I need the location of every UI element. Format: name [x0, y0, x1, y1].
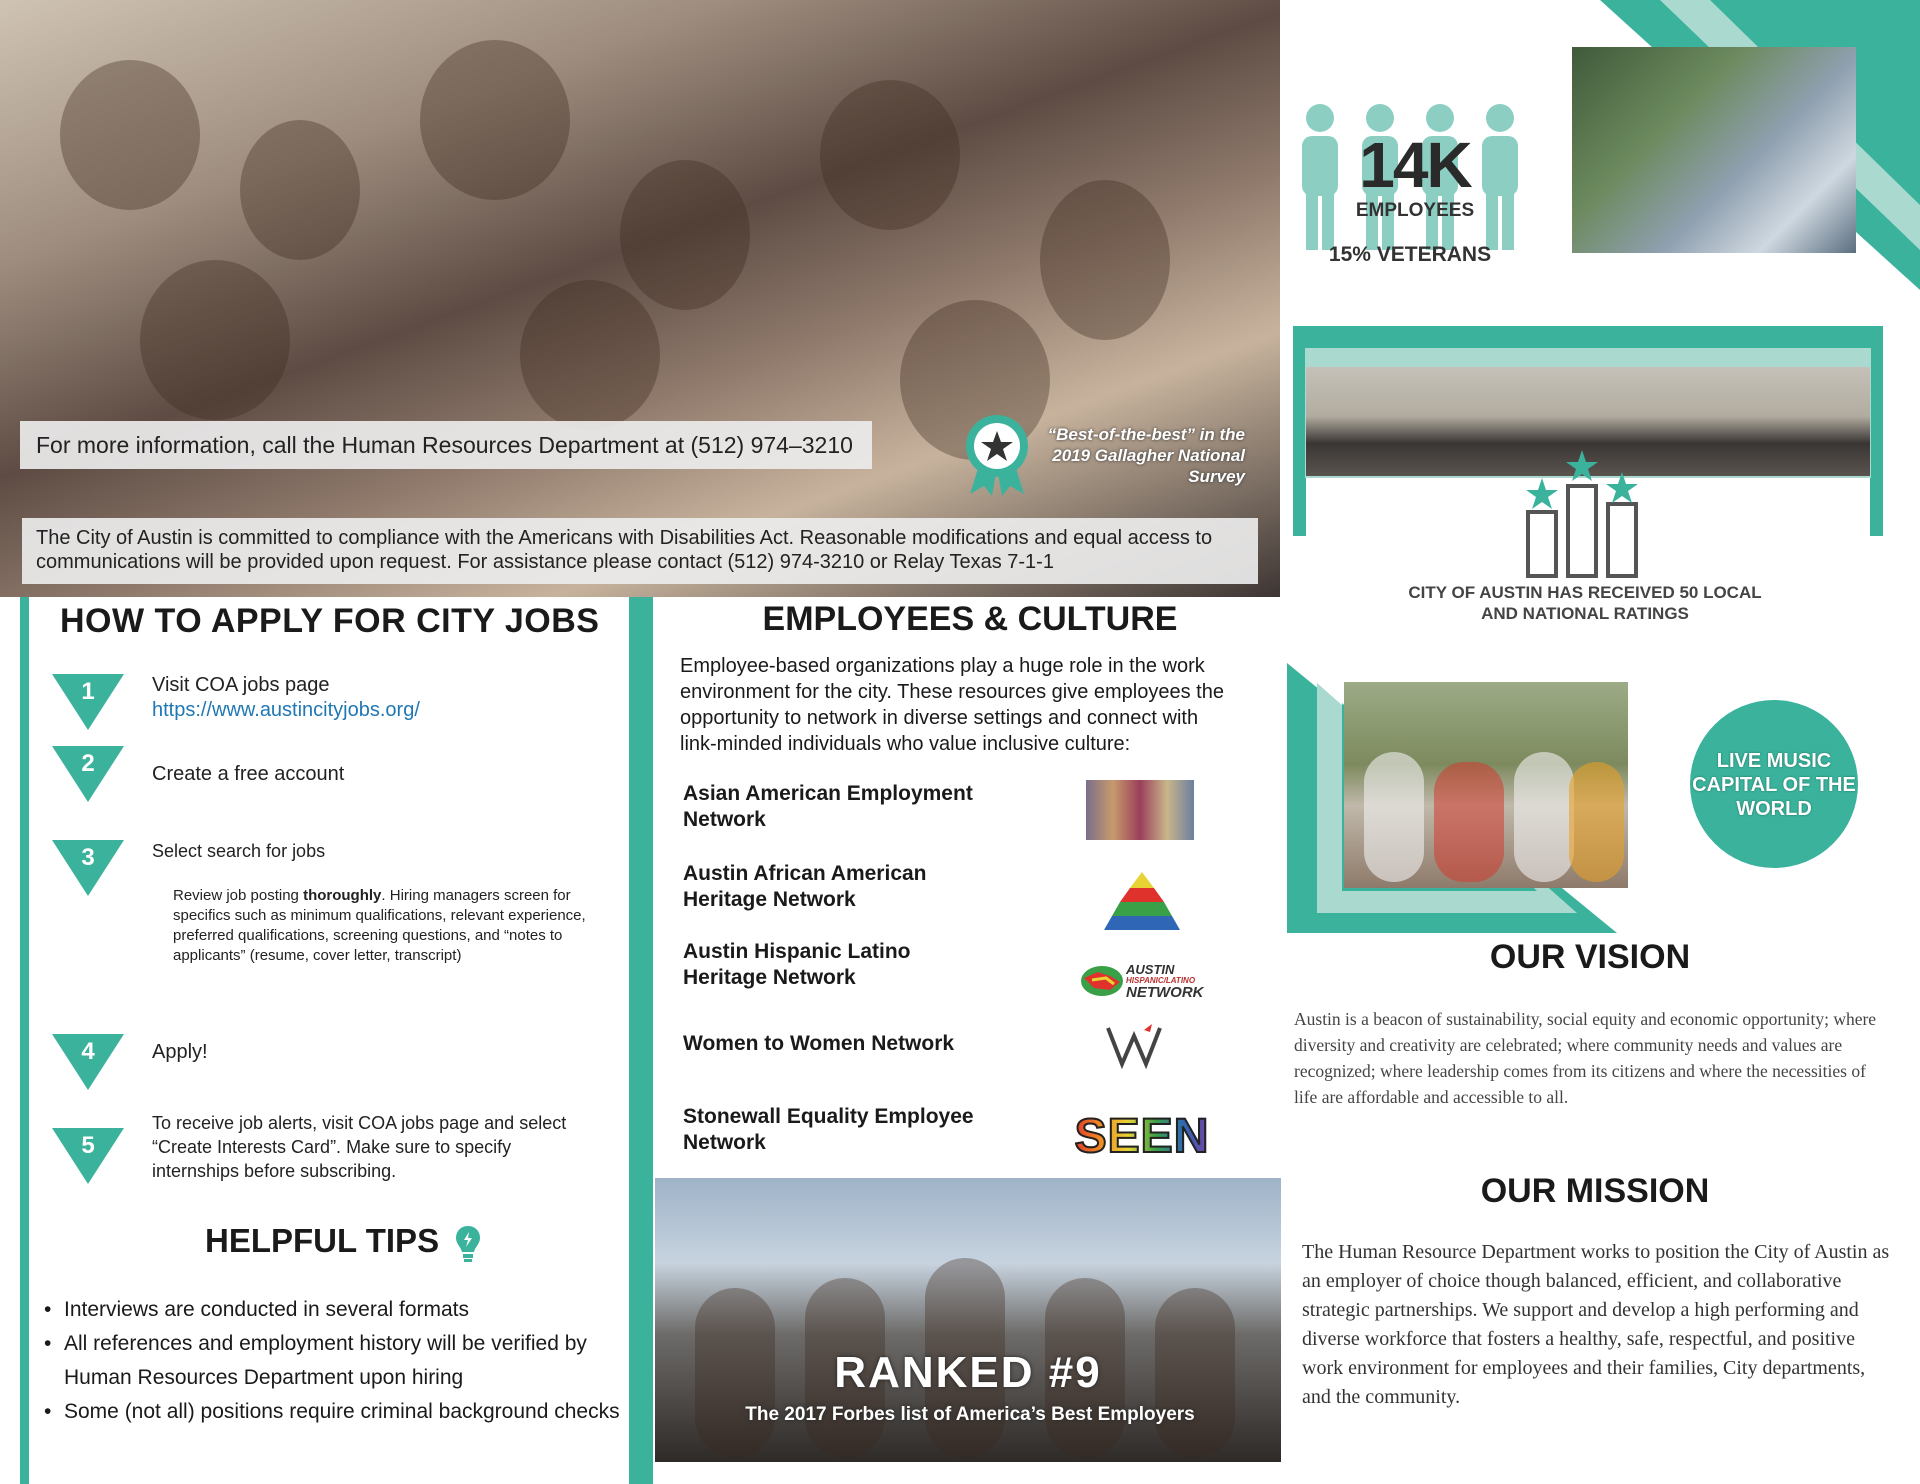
left-column-border [20, 597, 29, 1484]
ranked-subtitle: The 2017 Forbes list of America’s Best Employers [745, 1404, 1195, 1425]
employee-label: EMPLOYEES [1355, 200, 1475, 221]
veterans-stat: 15% VETERANS [1328, 243, 1492, 266]
seen-logo: SEEN [1072, 1112, 1212, 1162]
step-1-text: Visit COA jobs page https://www.austincityjobs.org/ [152, 673, 602, 723]
helpful-tips-title: HELPFUL TIPS [205, 1222, 440, 1259]
vision-text: Austin is a beacon of sustainability, social equity and economic opportunity; where diversity and creativity are celebrated; where community needs and values are recognized; where leadership comes from its citizens and where the necessities of life are affordable and accessible to all. [1294, 1009, 1877, 1107]
event-photo [1572, 47, 1856, 253]
mission-title: OUR MISSION [1480, 1172, 1710, 1210]
women-network-logo [1104, 1022, 1164, 1074]
step-2-text: Create a free account [152, 763, 345, 785]
asian-american-network-photo [1086, 780, 1194, 840]
step-2-marker: 2 [52, 746, 124, 802]
employee-count: 14K [1359, 129, 1471, 201]
dancers-photo [1344, 682, 1628, 888]
gallagher-badge-text: “Best-of-the-best” in the 2019 Gallagher National Survey [1047, 425, 1245, 486]
step-3-detail: Review job posting thoroughly. Hiring managers screen for specifics such as minimum qualifications, relevant experience, preferred qualifications, screening questions, and “notes to applicants” (resume, cover letter, transcript) [173, 887, 586, 964]
left-column-divider [629, 597, 653, 1484]
network-stonewall-equality: Stonewall Equality Employee Network [683, 1105, 974, 1154]
network-asian-american: Asian American Employment Network [683, 782, 973, 831]
tip-item: • Some (not all) positions require criminal background checks [44, 1395, 624, 1429]
ranked-title: RANKED #9 [834, 1348, 1102, 1397]
network-african-american: Austin African American Heritage Network [683, 862, 927, 911]
lightbulb-icon [454, 1224, 482, 1264]
helpful-tips-list [44, 1293, 624, 1429]
tip-item: • All references and employment history will be verified by Human Resources Department upon hiring [44, 1327, 624, 1395]
step-4-marker: 4 [52, 1034, 124, 1090]
step-5-text: To receive job alerts, visit COA jobs page and select “Create Interests Card”. Make sure to specify internships before subscribing. [152, 1113, 567, 1181]
culture-section-title: EMPLOYEES & CULTURE [762, 600, 1178, 638]
ratings-bars-icon [1522, 442, 1642, 578]
step-4-text: Apply! [152, 1041, 208, 1063]
step-3-text: Select search for jobs [152, 841, 326, 861]
award-ribbon-icon [960, 412, 1034, 496]
ada-notice: The City of Austin is committed to compliance with the Americans with Disabilities Act. Reasonable modifications and equal access to communications will be provided upon request. For assistance please contact (512) 974-3210 or Relay Texas 7-1-1 [22, 518, 1258, 584]
culture-intro-text: Employee-based organizations play a huge role in the work environment for the city. These resources give employees the opportunity to network in diverse settings and connect with link-minded individuals who value inclusive culture: [680, 655, 1224, 755]
hr-contact-line: For more information, call the Human Resources Department at (512) 974–3210 [20, 421, 872, 469]
hero-group-photo [0, 0, 1280, 597]
coa-jobs-link[interactable]: https://www.austincityjobs.org/ [152, 699, 420, 721]
tip-item: • Interviews are conducted in several formats [44, 1293, 624, 1327]
network-hispanic-latino: Austin Hispanic Latino Heritage Network [683, 940, 911, 989]
handshake-icon [1080, 964, 1124, 998]
apply-section-title: HOW TO APPLY FOR CITY JOBS [60, 602, 600, 640]
ratings-caption: CITY OF AUSTIN HAS RECEIVED 50 LOCAL AND NATIONAL RATINGS [1408, 583, 1762, 623]
step-5-marker: 5 [52, 1128, 124, 1184]
mission-text: The Human Resource Department works to position the City of Austin as an employer of choice though balanced, efficient, and collaborative strategic partnerships. We support and develop a high performing and diverse workforce that fosters a healthy, safe, respectful, and positive work environment for employees and their families, City departments, and the community. [1302, 1241, 1890, 1408]
hispanic-latino-network-logo: AUSTIN HISPANIC/LATINO NETWORK [1080, 960, 1220, 1006]
step-1-marker: 1 [52, 674, 124, 730]
network-women-to-women: Women to Women Network [683, 1032, 955, 1055]
step-3-marker: 3 [52, 840, 124, 896]
vision-title: OUR VISION [1489, 938, 1691, 976]
live-music-text: LIVE MUSIC CAPITAL OF THE WORLD [1692, 750, 1856, 820]
african-american-network-logo [1102, 870, 1182, 932]
